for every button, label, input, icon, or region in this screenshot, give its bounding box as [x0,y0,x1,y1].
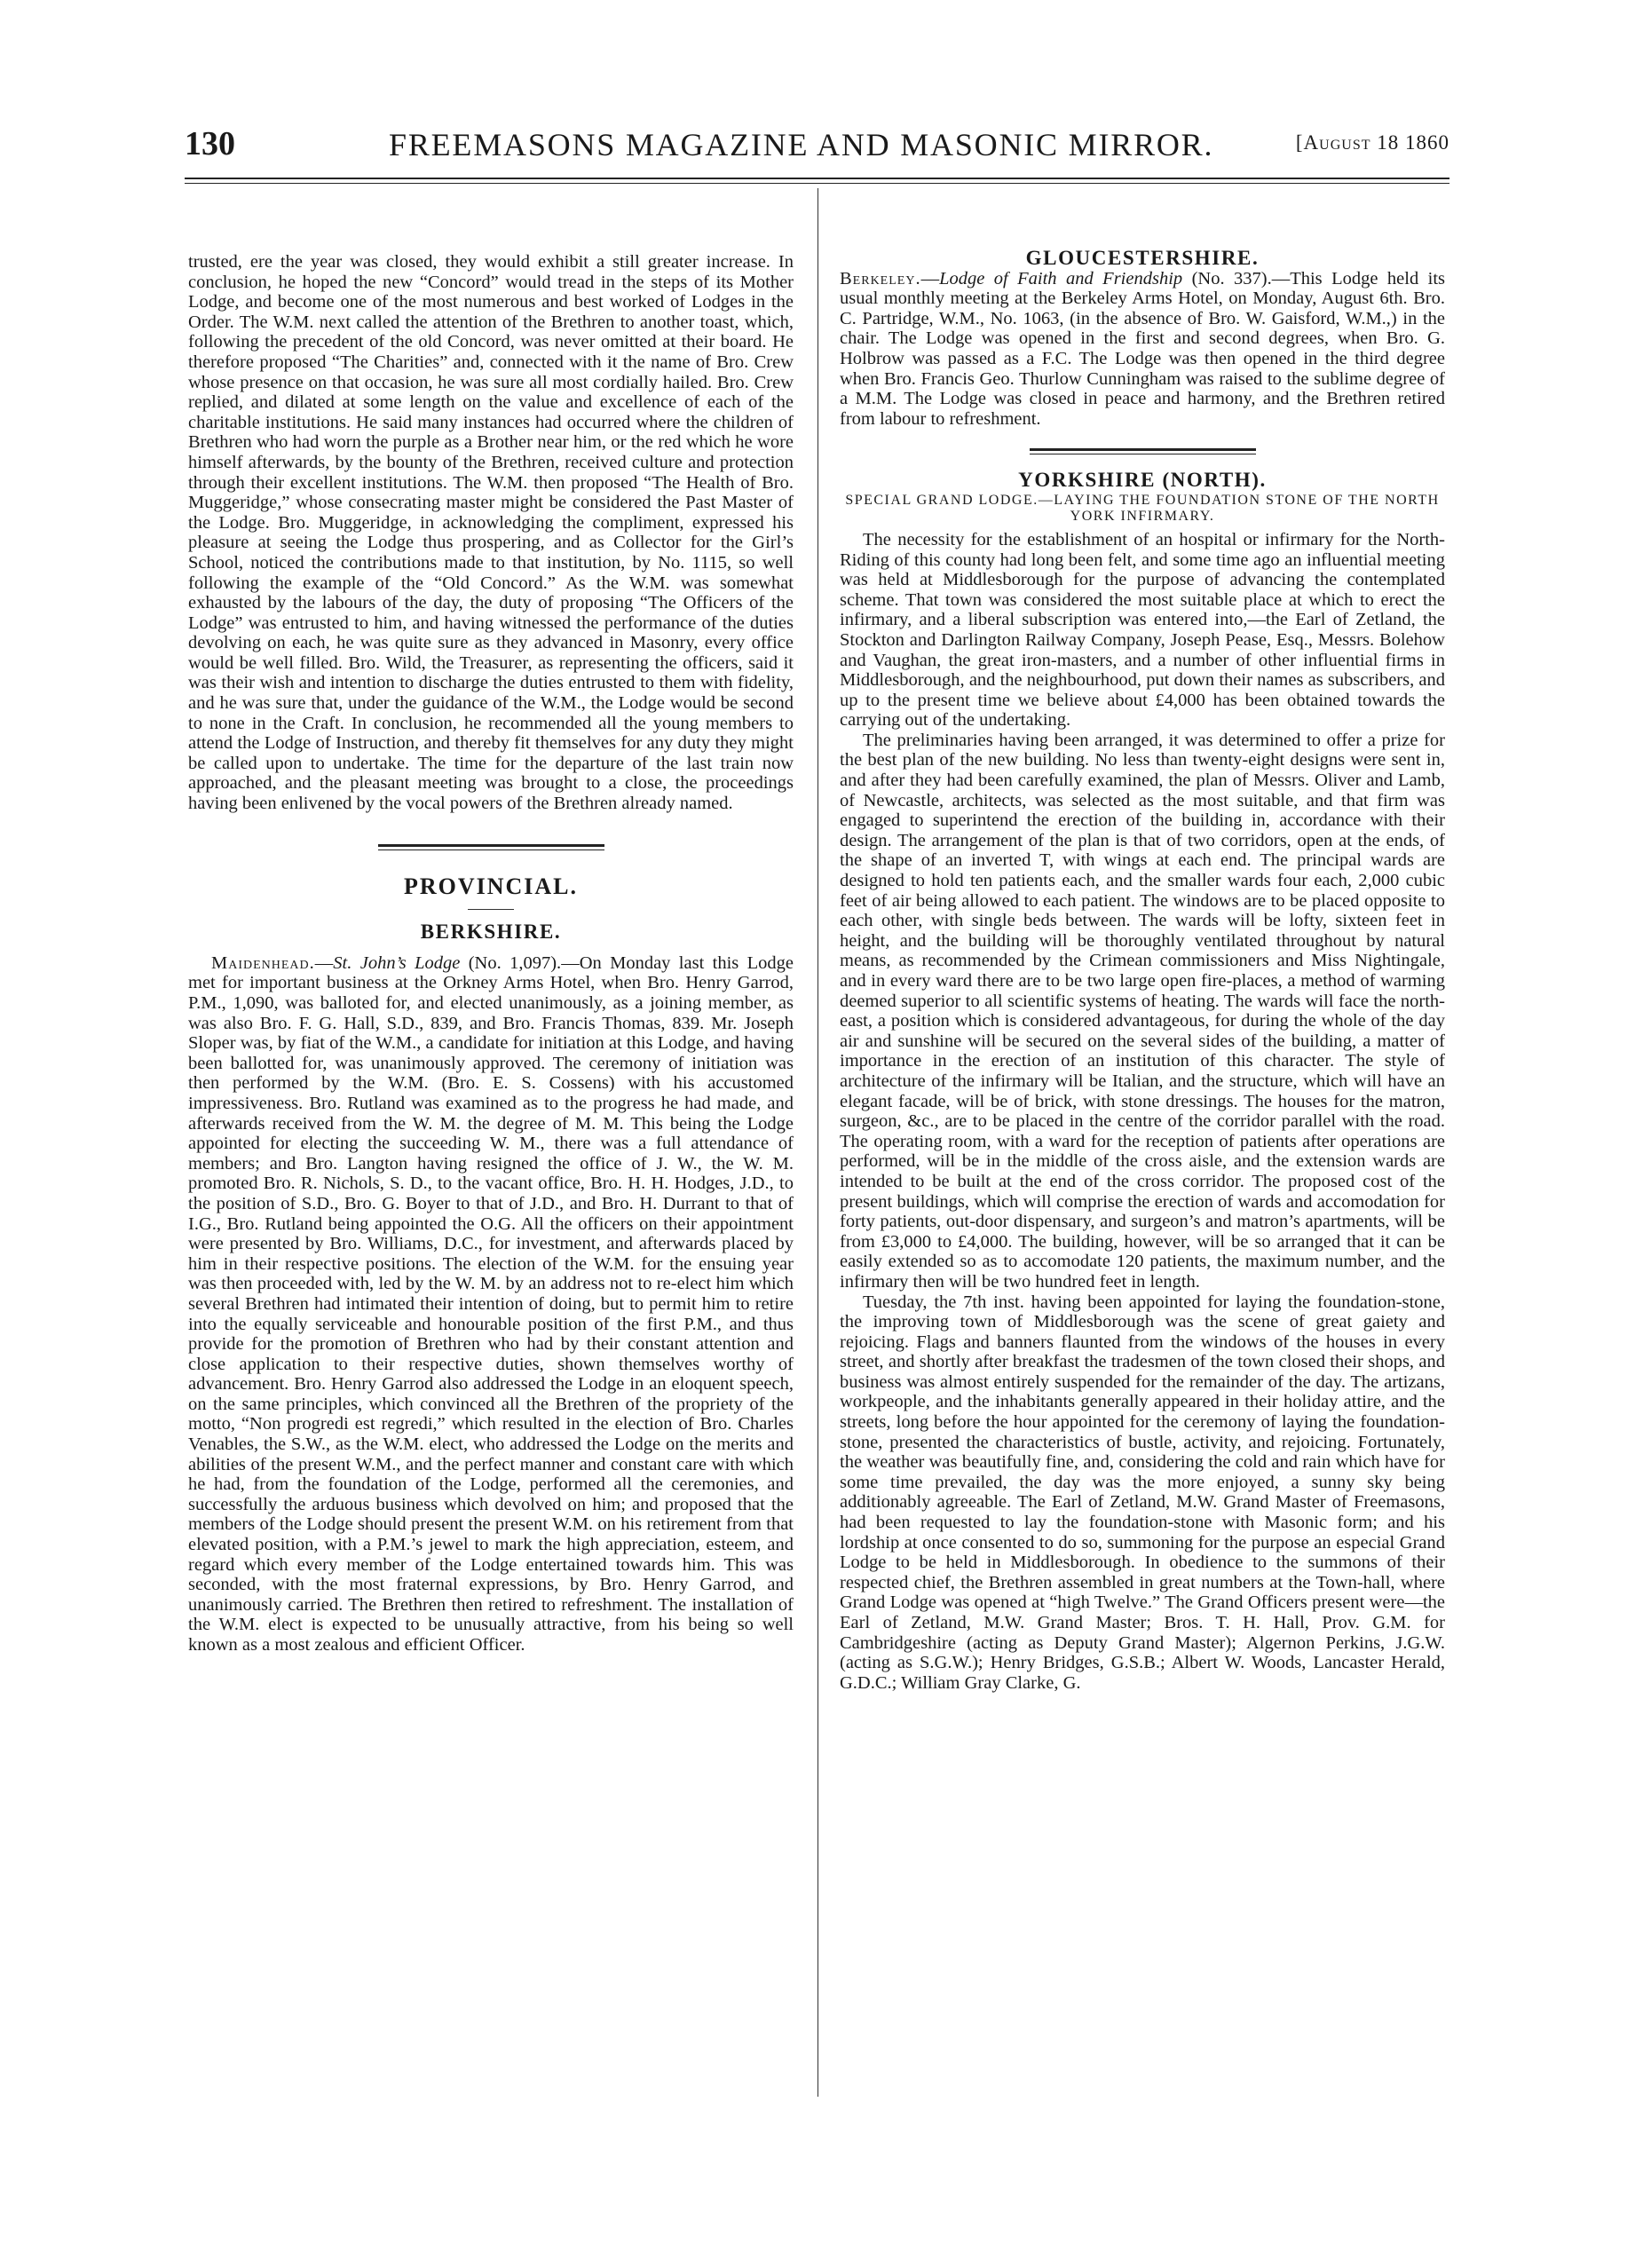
issue-date: [August 18 1860 [1295,131,1449,154]
masthead-rule [185,178,1449,179]
section-title-provincial: PROVINCIAL. [403,873,579,899]
publication-title: FREEMASONS MAGAZINE AND MASONIC MIRROR. [389,127,1214,162]
continued-article-text: trusted, ere the year was closed, they would exhibit a still greater increase. In conclusion, he hoped the new “Concord” would tread in the steps of its Mother Lodge, and become one of the most numerous and best worked of Lodges in the Order. The W.M. next called the attention of the Brethren to another toast, which, following the precedent of the old Concord, was never omitted at their board. He therefore proposed “The Charities” and, connected with it the name of Bro. Crew whose presence on that occasion, he was sure all most cordially hailed. Bro. Crew replied, and dilated at some length on the value and excellence of each of the charitable institutions. He said many instances had occurred where the children of Brethren who had worn the purple as a Brother near him, or the red which he wore himself afterwards, by the bounty of the Brethren, received culture and protection through their excellent institutions. The W.M. then proposed “The Health of Bro. Muggeridge,” whose consecrating master might be considered the Past Master of the Lodge. Bro. Muggeridge, in acknowledging the compliment, expressed his pleasure at seeing the Lodge thus prospering, and as Collector for the Girl’s School, noticed the contributions made to that institution, by No. 1115, so well following the example of the “Old Concord.” As the W.M. was somewhat exhausted by the labours of the day, the duty of proposing “The Officers of the Lodge” was entrusted to him, and having witnessed the performance of the duties devolving on each, he was quite sure as they advanced in Masonry, every office would be well filled. Bro. Wild, the Treasurer, as representing the officers, said it was their wish and intention to discharge the duties entrusted to them with fidelity, and he was sure that, under the guidance of the W.M., the Lodge would be second to none in the Craft. In conclusion, he recommended all the young members to attend the Lodge of Instruction, and thereby fit themselves for any duty they might be called upon to undertake. The time for the departure of the last train now approached, and the pleasant meeting was brought to a close, the proceedings having been enlivened by the vocal powers of the Brethren already named. [188,252,794,814]
special-grand-lodge-subheading: SPECIAL GRAND LODGE.—LAYING THE FOUNDATION STONE OF THE NORTH YORK INFIRMARY. [845,492,1440,524]
left-column [188,252,794,1656]
lodge-number: (No. 337). [1182,268,1272,288]
article-paragraph: The necessity for the establishment of an hospital or infirmary for the North-Riding of this county had long been felt, and some time ago an influential meeting was held at Middlesborough for the purpose of advancing the contemplated scheme. That town was considered the most suitable place at which to erect the infirmary, and a liberal subscription was entered into,—the Earl of Zetland, the Stockton and Darlington Railway Company, Joseph Pease, Esq., Messrs. Bolehow and Vaughan, the great iron-masters, and a number of other influential firms in Middlesborough, and the neighbourhood, put down their names as subscribers, and up to the present time we believe about £4,000 has been obtained towards the carrying out of the undertaking. [840,529,1445,731]
report-body: —On Monday last this Lodge met for important business at the Orkney Arms Hotel, when Bro. Henry Garrod, P.M., 1,090, was balloted for, and elected unanimously, as a joining member, as was also Bro. F. G. Hall, S.D., 839, and Bro. Francis Thomas, 839. Mr. Joseph Sloper was, by fiat of the W.M., a candidate for initiation at this Lodge, and having been ballotted for, was unanimously approved. The ceremony of initiation was then performed by the W.M. (Bro. E. S. Cossens) with his accustomed impressiveness. Bro. Rutland was examined as to the progress he had made, and afterwards received from the W. M. the degree of M. M. This being the Lodge appointed for electing the succeeding W. M., there was a full attendance of members; and Bro. Langton having resigned the office of J. W., the W. M. promoted Bro. R. Nichols, S. D., to the vacant office, Bro. H. H. Hodges, J.D., to the position of S.D., Bro. G. Boyer to that of J.D., and Bro. H. Durrant to that of I.G., Bro. Rutland being appointed the O.G. All the officers on their appointment were presented by Bro. Williams, D.C., for investment, and afterwards placed by him in their respective positions. The election of the W.M. for the ensuing year was then proceeded with, led by the W. M. by an address not to re-elect him which several Brethren had intimated their intention of doing, but to permit him to retire into the equally serviceable and honourable position of the first P.M., and thus provide for the promotion of Brethren who had by their constant attention and close application to their respective duties, shown themselves worthy of advancement. Bro. Henry Garrod also addressed the Lodge in an eloquent speech, on the same principles, which convinced all the Brethren of the propriety of the motto, “Non progredi est regredi,” which resulted in the election of Bro. Charles Venables, the S.W., as the W.M. elect, who addressed the Lodge on the merits and abilities of the present W.M., and the perfect manner and constant care with which he had, from the foundation of the Lodge, performed all the ceremonies, and successfully the arduous business which devolved on him; and proposed that the members of the Lodge should present the present W.M. on his retirement from that elevated position, with a P.M.’s jewel to mark the high appreciation, esteem, and regard which every member of the Lodge entertained towards him. This was seconded, with the most fraternal expressions, by Bro. Henry Garrod, and unanimously carried. The Brethren then retired to refreshment. The installation of the W.M. elect is expected to be unusually attractive, from his being so well known as a most zealous and efficient Officer. [188,952,794,1655]
berkeley-report [840,269,1445,430]
page-number: 130 [185,125,235,162]
masthead-rule-thin [185,183,1449,184]
masthead [185,124,1449,170]
section-double-rule [378,844,604,850]
lodge-name: St. John’s Lodge [333,952,461,973]
lodge-number: (No. 1,097). [460,952,562,973]
article-paragraph: Tuesday, the 7th inst. having been appointed for laying the foundation-stone, the improving town of Middlesborough was the scene of great gaiety and rejoicing. Flags and banners flaunted from the windows of the houses in every street, and shortly after breakfast the tradesmen of the town closed their shops, and business was almost entirely suspended for the remainder of the day. The artizans, workpeople, and the inhabitants generally appeared in their holiday attire, and the streets, long before the hour appointed for the ceremony of laying the foundation-stone, presented the characteristics of bustle, activity, and rejoicing. Fortunately, the weather was beautifully fine, and, considering the cold and rain which have for some time prevailed, the day was the more enjoyed, a sunny sky being additionably agreeable. The Earl of Zetland, M.W. Grand Master of Freemasons, had been requested to lay the foundation-stone with Masonic form; and his lordship at once consented to do so, summoning for the purpose an especial Grand Lodge to be held in Middlesborough. In obedience to the summons of their respected chief, the Brethren assembled in great numbers at the Town-hall, where Grand Lodge was opened at “high Twelve.” The Grand Officers present were—the Earl of Zetland, M.W. Grand Master; Bros. T. H. Hall, Prov. G.M. for Cambridgeshire (acting as Deputy Grand Master); Algernon Perkins, J.G.W. (acting as S.G.W.); Henry Bridges, G.S.B.; Albert W. Woods, Lancaster Herald, G.D.C.; William Gray Clarke, G. [840,1292,1445,1693]
county-heading-gloucestershire: GLOUCESTERSHIRE. [1025,247,1260,269]
section-double-rule [1030,448,1256,454]
maidenhead-report [188,953,794,1656]
report-dash: — [920,268,940,288]
place-name: Maidenhead. [211,952,315,973]
lodge-name: Lodge of Faith and Friendship [939,268,1183,288]
article-paragraph: The preliminaries having been arranged, it was determined to offer a prize for the best plan of the new building. No less than twenty-eight designs were sent in, and after they had been carefully examined, the plan of Messrs. Oliver and Lamb, of Newcastle, architects, was selected as the most suitable, and that firm was engaged to superintend the erection of the building in, accordance with their design. The arrangement of the plan is that of two corridors, open at the ends, of the shape of an inverted T, with wings at each end. The principal wards are designed to hold ten patients each, and the smaller wards four each, 2,000 cubic feet of air being allowed to each patient. The windows are to be placed opposite to each other, with single beds between. The wards will be lofty, sixteen feet in height, and the building will be thoroughly ventilated throughout by natural means, as recommended by the Crimean commissioners and Miss Nightingale, and in every ward there are to be two large open fire-places, a method of warming deemed superior to all scientific systems of heating. The wards will face the north-east, a position which is considered advantageous, for during the whole of the day air and sunshine will be secured on the several sides of the building, a matter of importance in the erection of an institution of this character. The style of architecture of the infirmary will be Italian, and the structure, which will have an elegant facade, will be of brick, with stone dressings. The houses for the matron, surgeon, &c., are to be placed in the centre of the corridor parallel with the road. The operating room, with a ward for the reception of patients after operations are performed, will be in the middle of the cross aisle, and the extension wards are intended to be built at the end of the cross corridor. The proposed cost of the present buildings, which will comprise the erection of wards and accomodation for forty patients, out-door dispensary, and surgeon’s and matron’s apartments, will be from £3,000 to £4,000. The building, however, will be so arranged that it can be easily extended so as to accomodate 120 patients, the maximum number, and the infirmary then will be two hundred feet in length. [840,730,1445,1292]
right-column [840,247,1445,1693]
county-heading-yorkshire: YORKSHIRE (NORTH). [1018,469,1267,492]
report-dash: — [314,952,334,973]
report-body: —This Lodge held its usual monthly meeting at the Berkeley Arms Hotel, on Monday, August 6th. Bro. C. Partridge, W.M., No. 1063, (in the absence of Bro. W. Gaisford, W.M.,) in the chair. The Lodge was opened in the first and second degrees, when Bro. G. Holbrow was passed as a F.C. The Lodge was then opened in the third degree when Bro. Francis Geo. Thurlow Cunningham was raised to the sublime degree of a M.M. The Lodge was closed in peace and harmony, and the Brethren retired from labour to refreshment. [840,268,1445,429]
short-rule [468,909,514,910]
county-heading-berkshire: BERKSHIRE. [420,921,562,944]
place-name: Berkeley. [840,268,921,288]
